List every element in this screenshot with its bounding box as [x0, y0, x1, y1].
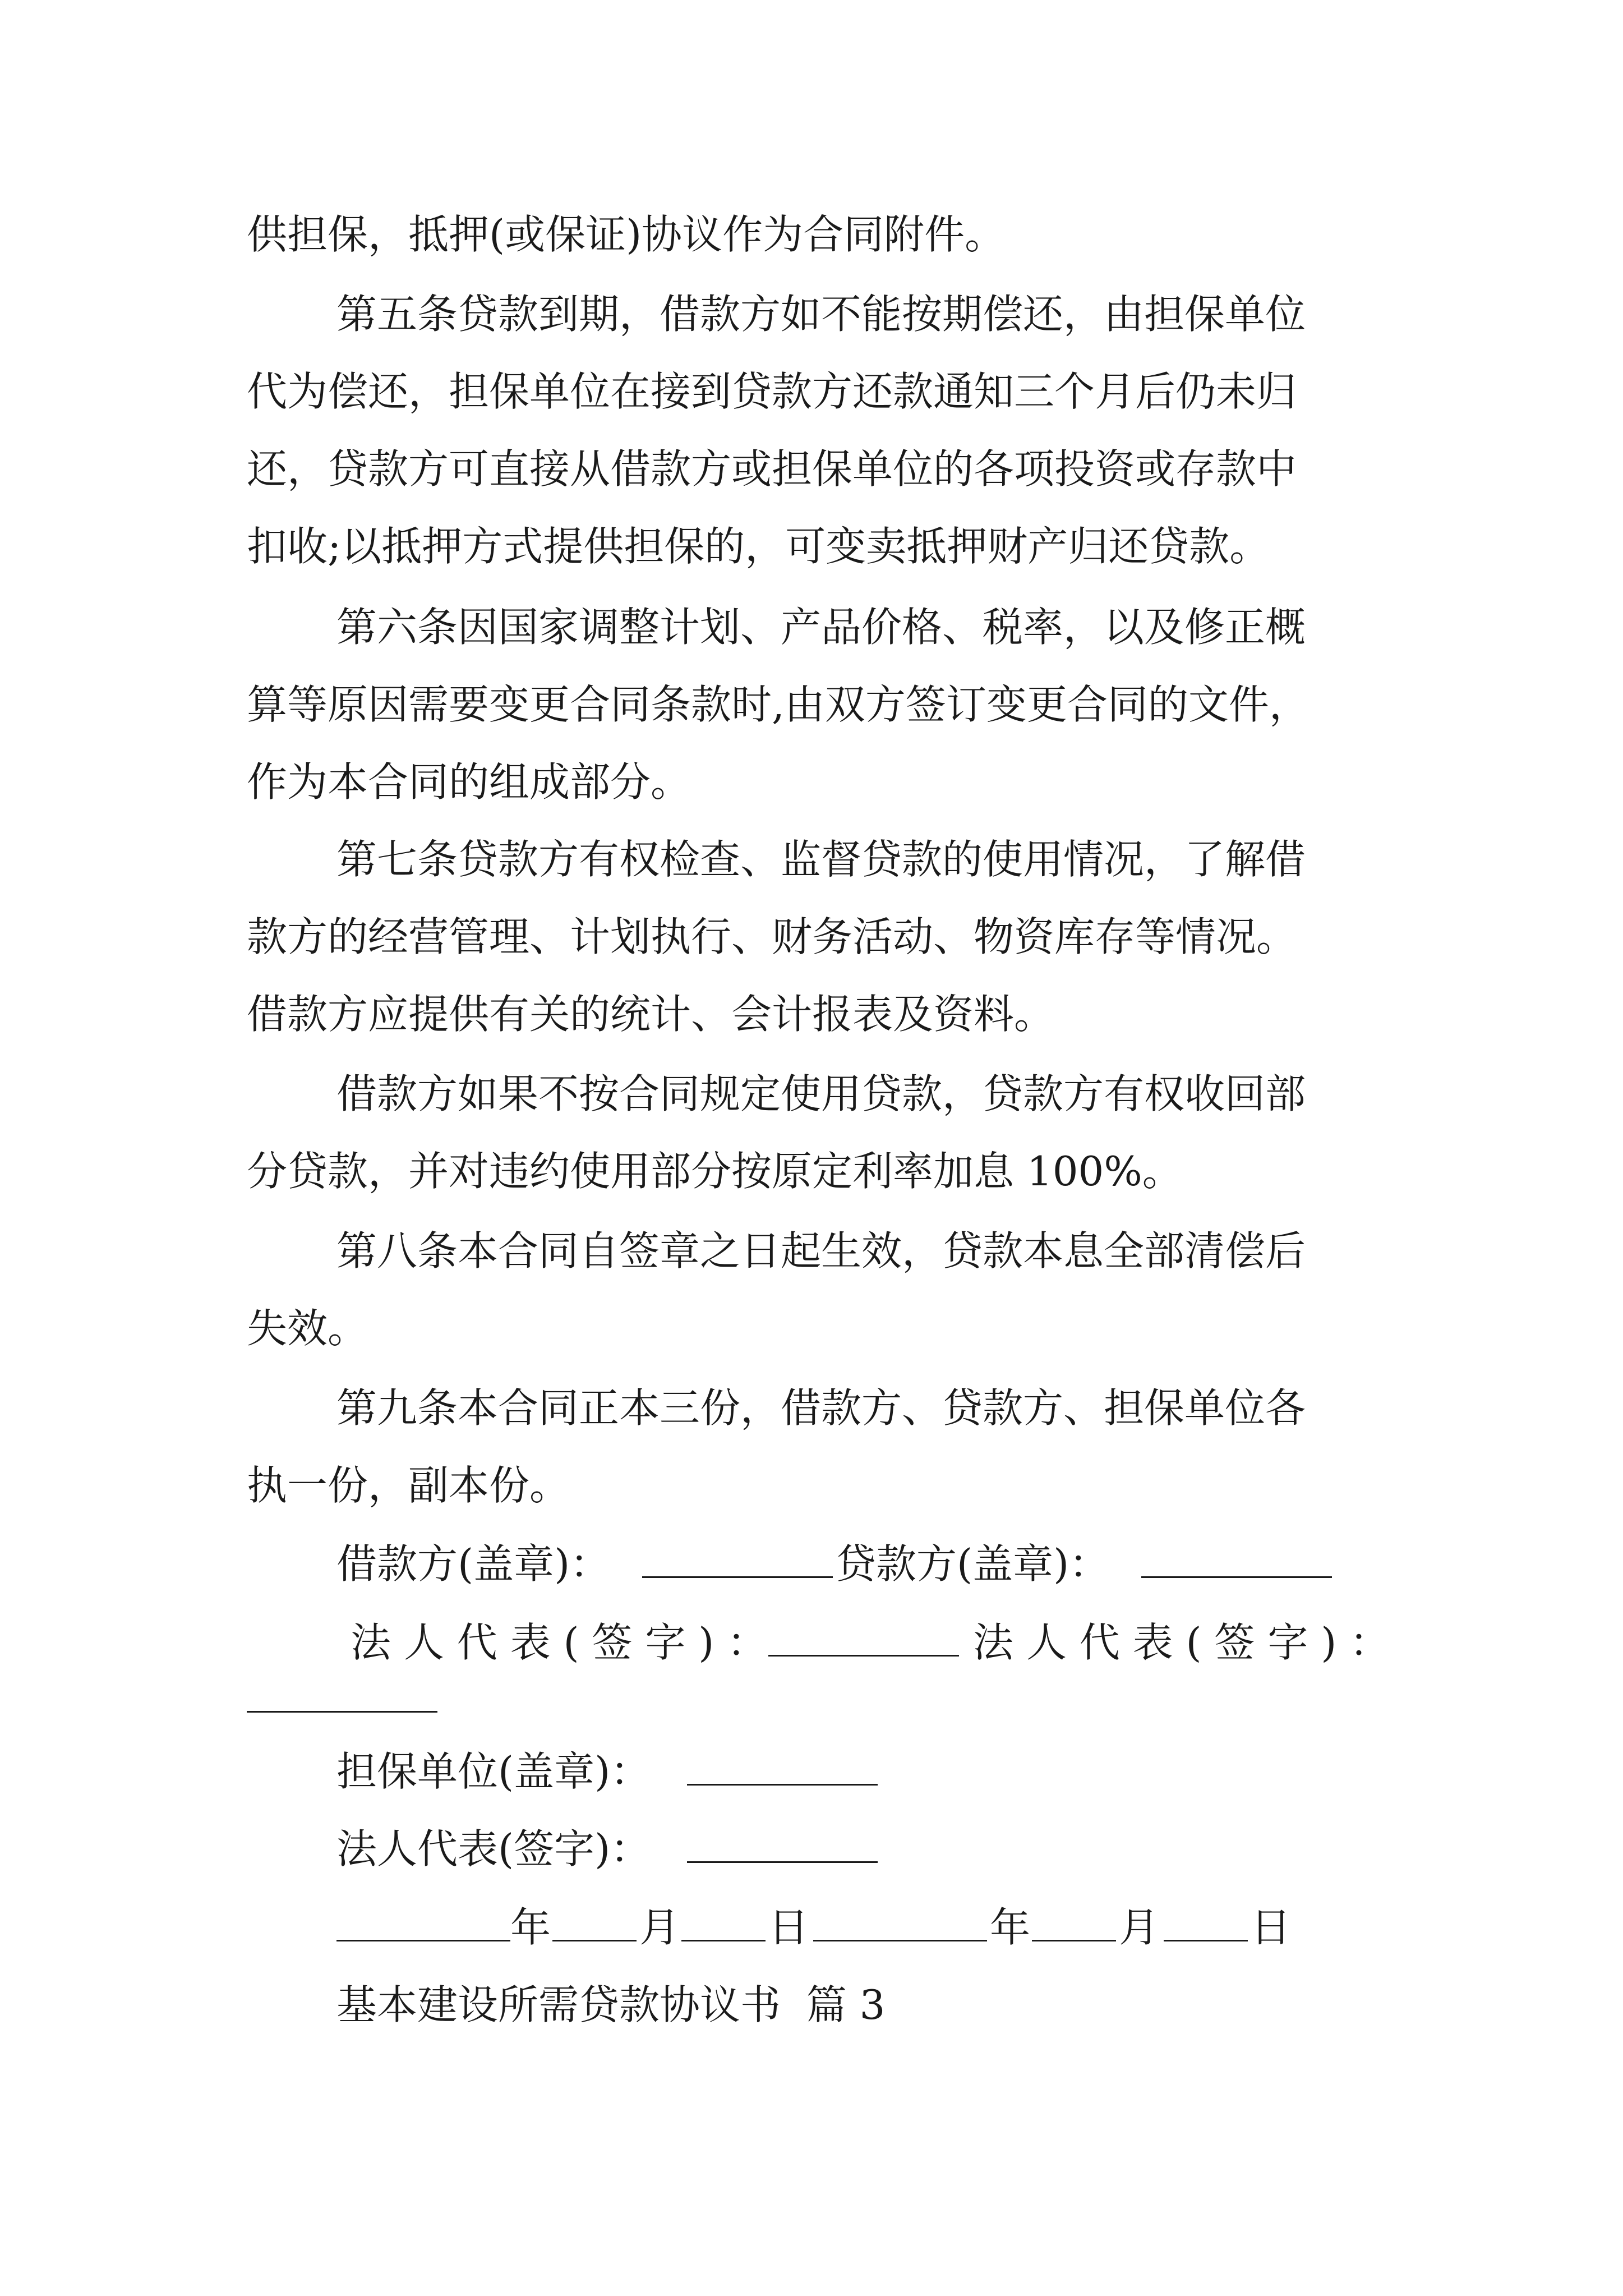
- paragraph-line: 第五条贷款到期，借款方如不能按期偿还，由担保单位: [336, 291, 1306, 338]
- representative-sign-label-1: 法 人 代 表 ( 签 字 ) ：: [351, 1619, 768, 1666]
- paragraph-line: 算等原因需要变更合同条款时,由双方签订变更合同的文件，: [247, 681, 1310, 728]
- borrower-seal-blank: [642, 1576, 833, 1578]
- paragraph-line: 执一份，副本份。: [247, 1462, 570, 1509]
- paragraph-line: 第八条本合同自签章之日起生效，贷款本息全部清偿后: [336, 1227, 1306, 1274]
- next-section-heading: 基本建设所需贷款协议书 篇 3: [336, 1981, 886, 2028]
- representative-sign-blank-1: [768, 1655, 959, 1657]
- paragraph-line: 代为偿还，担保单位在接到贷款方还款通知三个月后仍未归: [247, 368, 1297, 415]
- date-month-blank-2: [1032, 1940, 1116, 1941]
- date-day-blank-1: [681, 1940, 766, 1941]
- date-day-label-1: 日: [768, 1904, 809, 1951]
- paragraph-line: 作为本合同的组成部分。: [247, 758, 691, 806]
- guarantor-seal-blank: [687, 1784, 878, 1786]
- paragraph-line: 分贷款，并对违约使用部分按原定利率加息 100%。: [247, 1148, 1183, 1195]
- guarantor-representative-label: 法人代表(签字)：: [336, 1825, 651, 1872]
- paragraph-line: 还，贷款方可直接从借款方或担保单位的各项投资或存款中: [247, 445, 1297, 493]
- paragraph-line: 款方的经营管理、计划执行、财务活动、物资库存等情况。: [247, 913, 1297, 960]
- date-month-label-2: 月: [1119, 1904, 1160, 1951]
- date-month-blank-1: [552, 1940, 637, 1941]
- guarantor-seal-label: 担保单位(盖章)：: [336, 1748, 651, 1795]
- paragraph-line: 供担保，抵押(或保证)协议作为合同附件。: [247, 211, 1006, 258]
- lender-seal-blank: [1141, 1576, 1332, 1578]
- paragraph-line: 借款方如果不按合同规定使用贷款，贷款方有权收回部: [336, 1070, 1306, 1117]
- representative-sign-label-2: 法 人 代 表 ( 签 字 ) ：: [973, 1619, 1390, 1666]
- paragraph-line: 第六条因国家调整计划、产品价格、税率，以及修正概: [336, 604, 1306, 651]
- date-year-blank-1: [336, 1940, 510, 1941]
- date-year-label-1: 年: [510, 1904, 551, 1951]
- paragraph-line: 借款方应提供有关的统计、会计报表及资料。: [247, 991, 1055, 1038]
- representative-sign-blank-2: [247, 1711, 437, 1713]
- paragraph-line: 第七条贷款方有权检查、监督贷款的使用情况，了解借: [336, 836, 1306, 883]
- guarantor-representative-blank: [687, 1861, 878, 1863]
- paragraph-line: 失效。: [247, 1305, 368, 1352]
- date-year-blank-2: [813, 1940, 987, 1941]
- borrower-seal-label: 借款方(盖章)：: [336, 1540, 611, 1588]
- paragraph-line: 扣收;以抵押方式提供担保的，可变卖抵押财产归还贷款。: [247, 523, 1270, 570]
- date-day-blank-2: [1164, 1940, 1248, 1941]
- lender-seal-label: 贷款方(盖章)：: [836, 1540, 1110, 1588]
- date-month-label-1: 月: [639, 1904, 680, 1951]
- date-year-label-2: 年: [990, 1904, 1031, 1951]
- paragraph-line: 第九条本合同正本三份，借款方、贷款方、担保单位各: [336, 1384, 1306, 1432]
- date-day-label-2: 日: [1251, 1904, 1292, 1951]
